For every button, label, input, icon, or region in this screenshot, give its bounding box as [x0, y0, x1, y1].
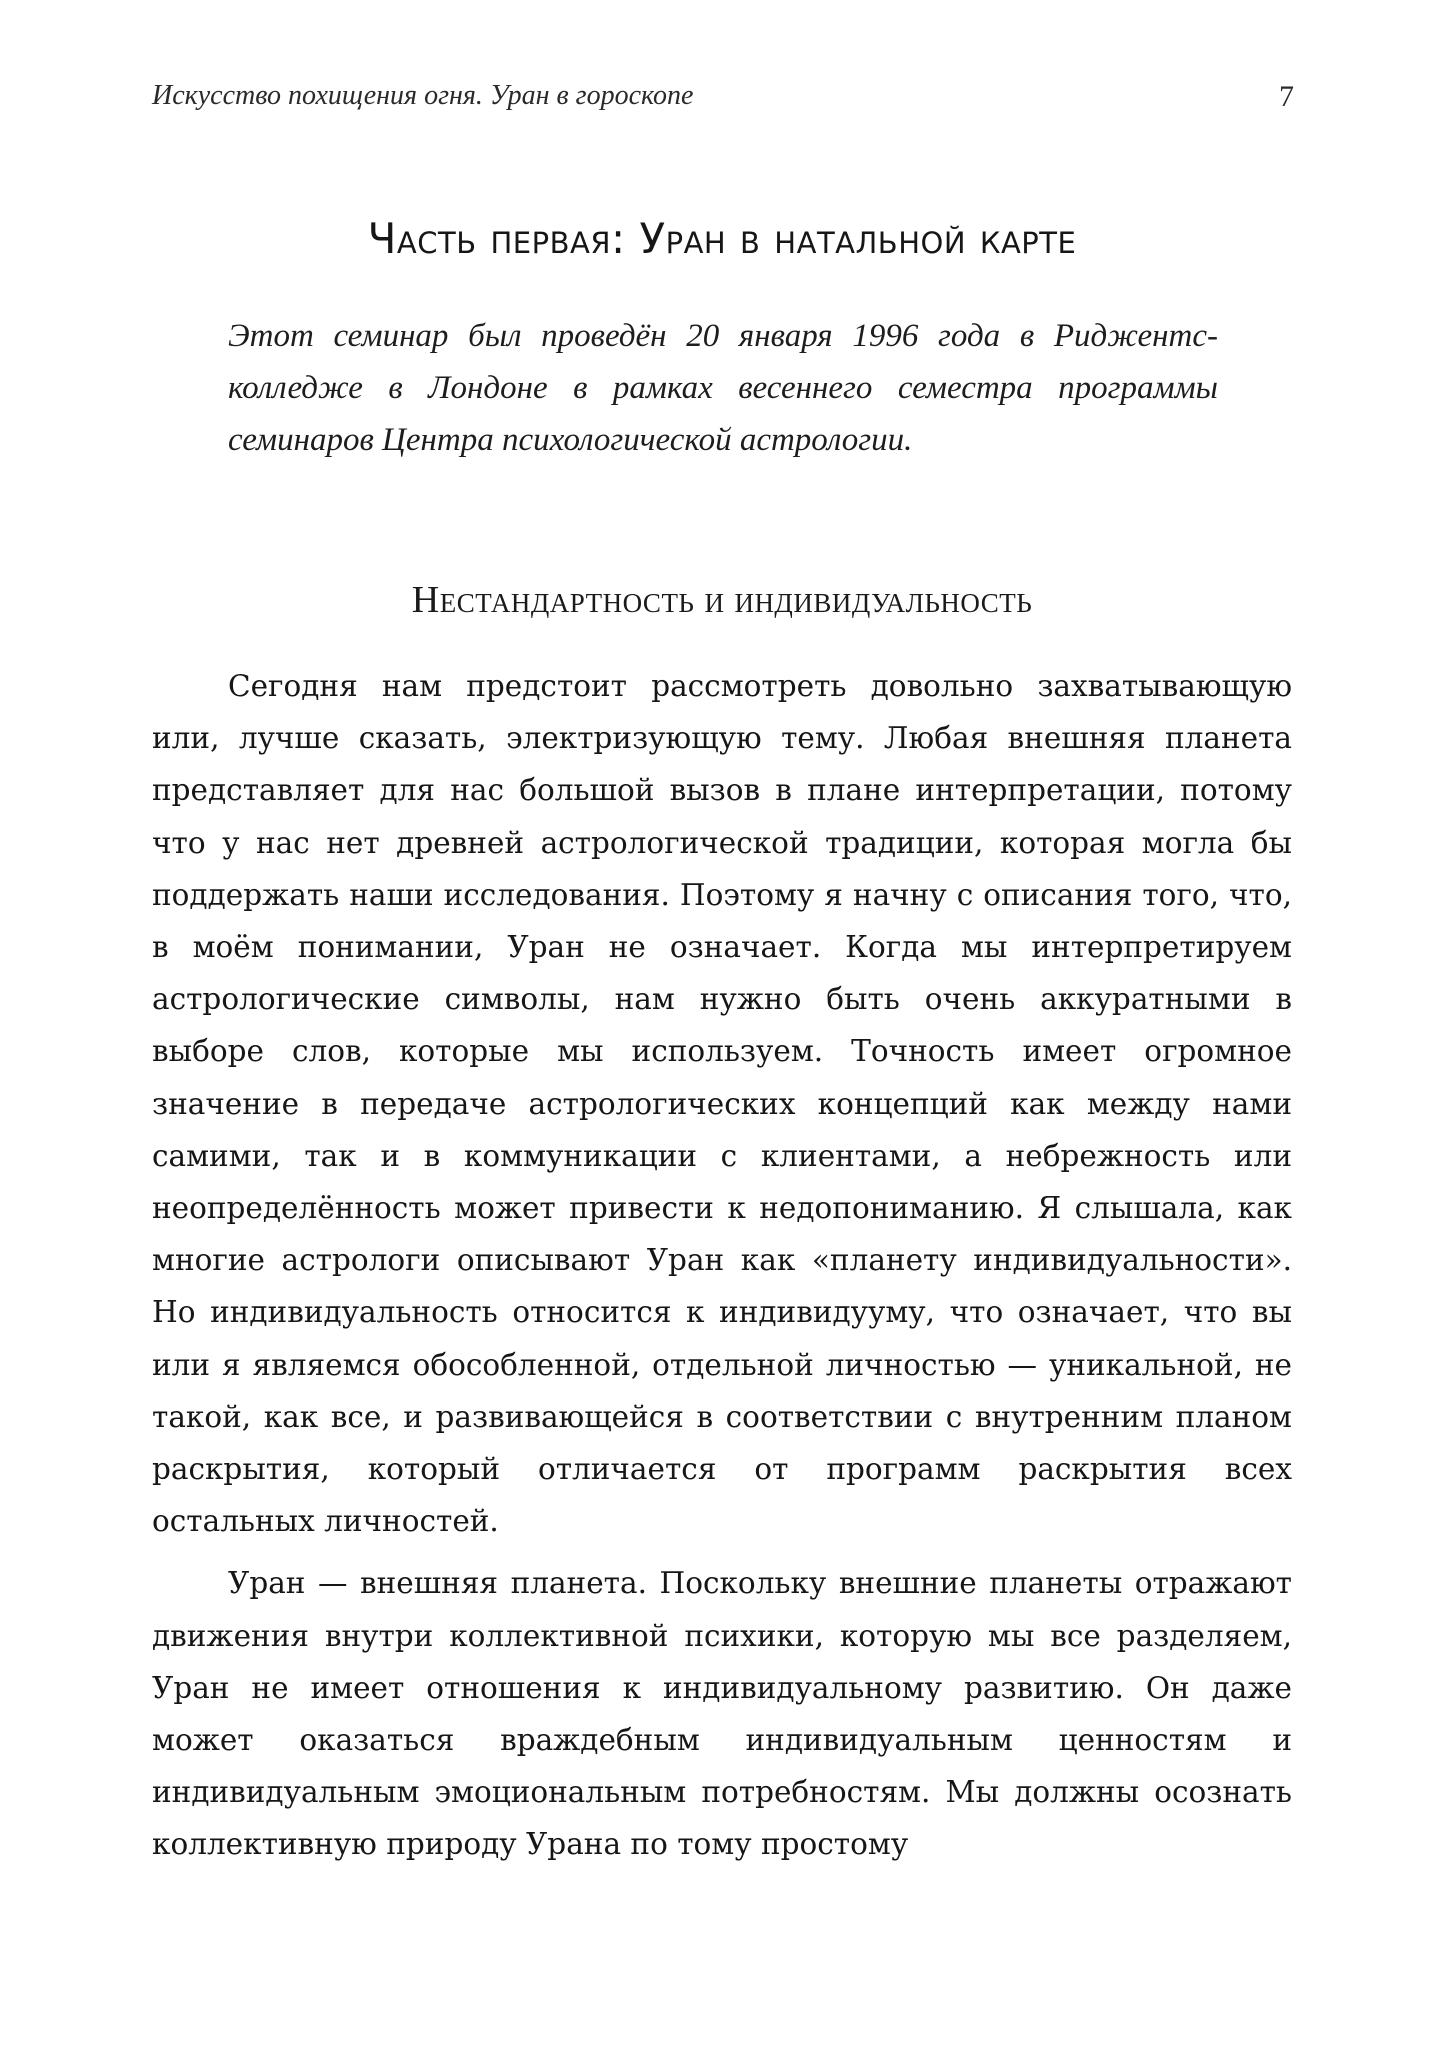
paragraph: Уран — внешняя планета. Поскольку внешние планеты отражают движения внутри коллективной психики, которую мы все разделяем, Уран не имеет отношения к индивидуальному развитию. Он даже может оказаться враждебным индивидуальным ценностям и индивидуальным эмоциональным потребностям. Мы должны осознать коллективную природу Урана по тому простому [152, 1566, 1292, 1862]
running-title: Искусство похищения огня. Уран в гороскопе [152, 80, 694, 111]
part-title: Часть первая: Уран в натальной карте [367, 214, 1077, 263]
section-title: Нестандартность и индивидуальность [411, 579, 1033, 621]
seminar-intro: Этот семинар был проведён 20 января 1996 года в Риджентс-колледже в Лондоне в рамках весеннего семестра программы семинаров Центра психологической астрологии. [228, 318, 1218, 458]
paragraph: Сегодня нам предстоит рассмотреть довольно захватывающую или, лучше сказать, электризующую тему. Любая внешняя планета представляет для нас большой вызов в плане интерпретации, потому что у нас нет древней астрологической традиции, которая могла бы поддержать наши исследования. Поэтому я начну с описания того, что, в моём понимании, Уран не означает. Когда мы интерпретируем астрологические символы, нам нужно быть очень аккуратными в выборе слов, которые мы используем. Точность имеет огромное значение в передаче астрологических концепций как между нами самими, так и в коммуникации с клиентами, а небрежность или неопределённость может привести к недопониманию. Я слышала, как многие астрологи описывают Уран как «планету индивидуальности». Но индивидуальность относится к индивидууму, что означает, что вы или я являемся обособленной, отдельной личностью — уникальной, не такой, как все, и развивающейся в соответствии с внутренним планом раскрытия, который отличается от программ раскрытия всех остальных личностей. [152, 669, 1292, 1539]
page-number: 7 [1279, 80, 1294, 113]
body-text [152, 660, 1292, 1881]
